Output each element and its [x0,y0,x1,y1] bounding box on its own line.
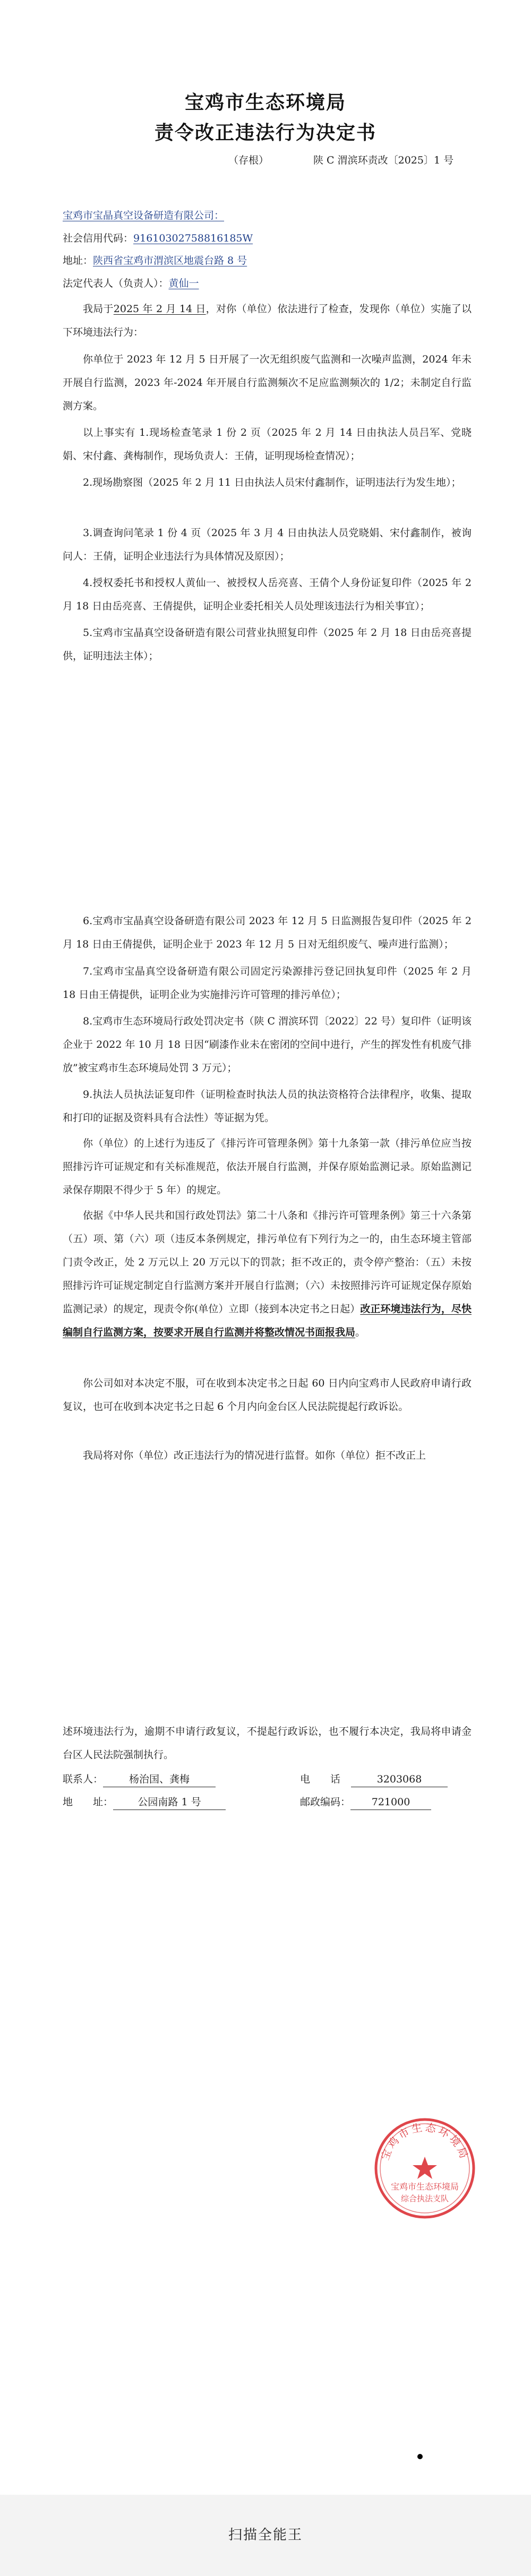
legal-rep-label: 法定代表人（负责人）： [63,278,169,289]
inspection-text-b: ，对你（单位）依法进行了检查，发现你（单位）实施了以下环境违法行为： [63,303,472,338]
inspection-date: 2025 年 2 月 14 日 [113,303,206,315]
address-row [63,253,247,268]
order-end: 。 [355,1326,366,1338]
paragraph-violation: 你单位于 2023 年 12 月 5 日开展了一次无组织废气监测和一次噪声监测，2024 年未开展自行监测，2023 年-2024 年开展自行监测频次不足应监测频次的 1/2；未制定自行监测方案。 [63,354,472,412]
paragraph-evidence-8: 8.宝鸡市生态环境局行政处罚决定书（陕 C 渭滨环罚〔2022〕22 号）复印件（证明该企业于 2022 年 10 月 18 日因“刷漆作业未在密闭的空间中进行，产生的挥发性有机废气排放”被宝鸡市生态环境局处罚 3 万元）； [63,1015,472,1074]
address-value: 陕西省宝鸡市渭滨区地震台路 8 号 [93,255,247,266]
office-address-label: 地 址： [63,1796,114,1808]
order-requirement: 改正环境违法行为，尽快编制自行监测方案，按要求开展自行监测并将整改情况书面报我局 [63,1303,472,1338]
paragraph-evidence-9: 9.执法人员执法证复印件（证明检查时执法人员的执法资格符合法律程序，收集、提取和打印的证据及资料具有合法性）等证据为凭。 [63,1089,472,1124]
paragraph-evidence-5: 5.宝鸡市宝晶真空设备研造有限公司营业执照复印件（2025 年 2 月 18 日由岳亮喜提供，证明违法主体）； [63,627,472,662]
contact-value: 杨治国、龚梅 [103,1772,216,1787]
postcode-value: 721000 [350,1795,431,1810]
seal-star-icon [413,2157,437,2179]
legal-rep-row [63,276,199,291]
credit-code-row [63,231,253,246]
phone-row [300,1772,448,1787]
legal-rep-value: 黄仙一 [168,278,199,289]
office-address-value: 公园南路 1 号 [113,1795,226,1810]
credit-code-value: 91610302758816185W [133,232,253,244]
paragraph-supervision: 我局将对你（单位）改正违法行为的情况进行监督。如你（单位）拒不改正上 [83,1450,426,1461]
paragraph-evidence-2: 2.现场勘察图（2025 年 2 月 11 日由执法人员宋付鑫制作，证明违法行为发生地）； [83,477,461,488]
party-name-text: 宝鸡市宝晶真空设备研造有限公司： [63,210,225,221]
address-label: 地址： [63,255,93,266]
paragraph-evidence-7: 7.宝鸡市宝晶真空设备研造有限公司固定污染源排污登记回执复印件（2025 年 2 月 18 日由王倩提供，证明企业为实施排污许可管理的排污单位）； [63,966,472,1001]
seal-top-text: 宝鸡市生态环境局 [378,2121,472,2162]
document-title-line2: 责令改正违法行为决定书 [154,122,376,144]
paragraph-evidence-6: 6.宝鸡市宝晶真空设备研造有限公司 2023 年 12 月 5 日监测报告复印件（2025 年 2 月 18 日由王倩提供，证明企业于 2023 年 12 月 5 日对无组织废气、噪声进行监测）； [63,915,472,950]
scanner-brand: 扫描全能王 [228,2527,303,2543]
scan-speck [417,2454,423,2459]
paragraph-order [63,1204,472,1344]
postcode-label: 邮政编码： [300,1796,351,1808]
paragraph-evidence-4: 4.授权委托书和授权人黄仙一、被授权人岳亮喜、王倩个人身份证复印件（2025 年 2 月 18 日由岳亮喜、王倩提供，证明企业委托相关人员处理该违法行为相关事宜）； [63,577,472,612]
archive-tag: （存根） [228,154,269,166]
paragraph-inspection [63,297,472,344]
postcode-row [300,1795,431,1810]
phone-label: 电 话 [300,1773,341,1785]
inspection-text-a: 我局于 [83,303,114,315]
credit-code-label: 社会信用代码： [63,232,134,244]
official-seal [372,2115,478,2221]
seal-center-text: 宝鸡市生态环境局 [390,2182,459,2192]
svg-text:宝鸡市生态环境局 [379,2121,472,2162]
office-address-row [63,1795,226,1810]
document-title-line1: 宝鸡市生态环境局 [184,92,346,114]
order-text: 依据《中华人民共和国行政处罚法》第二十八条和《排污许可管理条例》第三十六条第（五）项、第（六）项（违反本条例规定，排污单位有下列行为之一的，由生态环境主管部门责令改正，处 2 万元以上 20 万元以下的罚款；拒不改正的，责令停产整治：（五）未按照排污许可证规定制定自行监测方案并开展自行监测；（六）未按照排污许可证规定保存原始监测记录）的规定，现责令你(单位）立即（接到本决定书之日起） [63,1210,472,1315]
contact-row [63,1772,216,1787]
paragraph-evidence-3: 3.调查询问笔录 1 份 4 页（2025 年 3 月 4 日由执法人员党晓娟、宋付鑫制作，被询问人：王倩，证明企业违法行为具体情况及原因）； [63,527,472,562]
paragraph-evidence-1: 以上事实有 1.现场检查笔录 1 份 2 页（2025 年 2 月 14 日由执法人员吕军、党晓娟、宋付鑫、龚梅制作，现场负责人：王倩，证明现场检查情况）； [63,427,472,462]
paragraph-appeal: 你公司如对本决定不服，可在收到本决定书之日起 60 日内向宝鸡市人民政府申请行政复议，也可在收到本决定书之日起 6 个月内向金台区人民法院提起行政诉讼。 [63,1377,472,1412]
paragraph-violated-rule: 你（单位）的上述行为违反了《排污许可管理条例》第十九条第一款（排污单位应当按照排污许可证规定和有关标准规范，依法开展自行监测，并保存原始监测记录。原始监测记录保存期限不得少于 5 年）的规定。 [63,1138,472,1196]
phone-value: 3203068 [351,1772,448,1787]
paragraph-enforcement: 述环境违法行为，逾期不申请行政复议，不提起行政诉讼，也不履行本决定，我局将申请金台区人民法院强制执行。 [63,1726,472,1761]
document-number: 陕 C 渭滨环责改〔2025〕1 号 [313,154,454,166]
seal-bottom-text: 综合执法支队 [400,2194,449,2203]
contact-label: 联系人： [63,1773,104,1785]
party-name [63,208,224,223]
